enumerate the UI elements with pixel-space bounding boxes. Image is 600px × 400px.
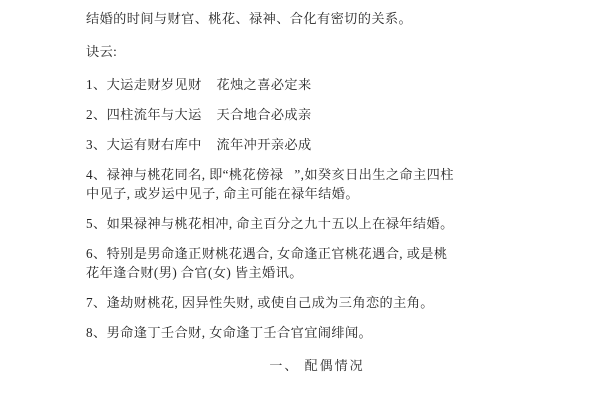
- section-label: 诀云:: [86, 44, 118, 59]
- spacer: [86, 342, 538, 356]
- intro-paragraph: 结婚的时间与财官、桃花、禄神、合化有密切的关系。: [86, 11, 413, 26]
- list-item-7: 7、逢劫财桃花, 因异性失财, 或使自己成为三角恋的主角。: [86, 295, 434, 310]
- list-item-4: 4、禄神与桃花同名, 即“桃花傍禄 ”,如癸亥日出生之命主四柱: [86, 167, 454, 182]
- list-item-3: 3、大运有财右库中 流年冲开亲必成: [86, 137, 312, 152]
- spacer: [86, 124, 538, 135]
- list-item-5: 5、如果禄神与桃花相冲, 命主百分之九十五以上在禄年结婚。: [86, 216, 454, 231]
- list-item-6-continued: 花年逢合财(男) 合官(女) 皆主婚讯。: [86, 265, 303, 280]
- list-item-2: 2、四柱流年与大运 天合地合必成亲: [86, 107, 312, 122]
- spacer: [86, 312, 538, 323]
- spacer: [86, 282, 538, 293]
- list-item-1: 1、大运走财岁见财 花烛之喜必定来: [86, 77, 312, 92]
- spacer: [86, 154, 538, 165]
- footer-heading: 一、 配偶情况: [269, 358, 365, 373]
- spacer: [86, 233, 538, 244]
- spacer: [86, 94, 538, 105]
- list-item-8: 8、男命逢丁壬合财, 女命逢丁壬合官宜闹绯闻。: [86, 325, 373, 340]
- page-bottom-clip: [0, 396, 600, 400]
- list-item-6: 6、特别是男命逢正财桃花遇合, 女命逢正官桃花遇合, 或是桃: [86, 246, 448, 261]
- list-item-4-continued: 中见子, 或岁运中见子, 命主可能在禄年结婚。: [86, 186, 359, 201]
- spacer: [86, 61, 538, 75]
- spacer: [86, 28, 538, 42]
- spacer: [86, 203, 538, 214]
